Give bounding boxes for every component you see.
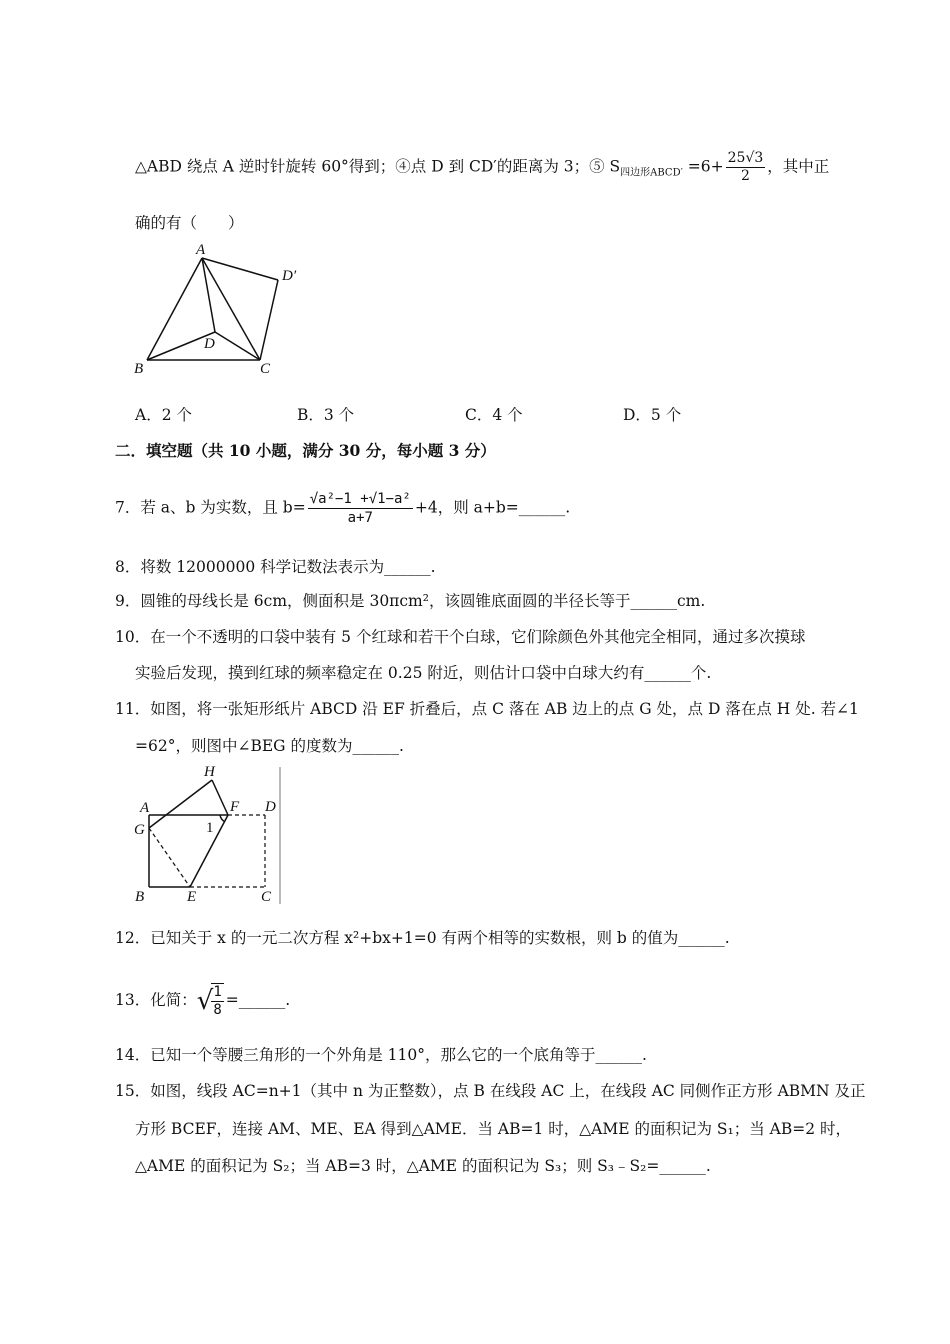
q6-line2: 确的有（ ） [135, 214, 244, 232]
q7-suffix: +4，则 a+b=______. [414, 498, 571, 517]
option-d: D．5 个 [623, 406, 682, 424]
label-D-prime: D′ [282, 268, 297, 284]
seg-D-prime-C [260, 280, 278, 360]
label-D: D [265, 799, 276, 815]
q7-frac-den: a+7 [347, 510, 373, 526]
label-B: B [134, 361, 144, 377]
label-A: A [140, 800, 150, 816]
section-2-title: 二．填空题（共 10 小题，满分 30 分，每小题 3 分） [115, 441, 496, 460]
q14: 14．已知一个等腰三角形的一个外角是 110°，那么它的一个底角等于______. [115, 1046, 647, 1064]
q12: 12．已知关于 x 的一元二次方程 x²+bx+1=0 有两个相等的实数根，则 b 的值为______. [115, 929, 730, 947]
label-C: C [261, 889, 272, 905]
q6-frac-num: 25√3 [727, 150, 764, 166]
q13-suffix: =______. [225, 991, 291, 1009]
q6-line1 [135, 150, 829, 185]
label-F: F [230, 799, 240, 815]
q15-line1: 15．如图，线段 AC=n+1（其中 n 为正整数），点 B 在线段 AC 上，在线段 AC 同侧作正方形 ABMN 及正 [115, 1082, 866, 1100]
q13-prefix: 13．化简： [115, 991, 197, 1009]
q10-line1: 10．在一个不透明的口袋中装有 5 个红球和若干个白球，它们除颜色外其他完全相同，通过多次摸球 [115, 628, 806, 646]
option-c: C．4 个 [465, 406, 523, 424]
edge-HF [212, 780, 228, 815]
q13 [115, 982, 290, 1019]
q13-frac-den: 8 [213, 1002, 222, 1018]
q13-frac-num: 1 [213, 984, 222, 1000]
label-B: B [135, 889, 145, 905]
q7-prefix: 7．若 a、b 为实数，且 b= [115, 498, 306, 517]
seg-AB [147, 258, 202, 360]
q6-figure [130, 240, 305, 380]
label-D: D [204, 336, 215, 352]
label-H: H [204, 764, 215, 780]
q7-fraction [308, 490, 413, 527]
label-angle-1: 1 [206, 820, 214, 836]
angle-1-arc [220, 815, 225, 822]
q6-subscript: 四边形ABCD′ [620, 167, 683, 179]
q6-line1-prefix: △ABD 绕点 A 逆时针旋转 60°得到；④点 D 到 CD′的距离为 3；⑤ S [135, 157, 621, 176]
label-C: C [260, 361, 271, 377]
q11-line1: 11．如图，将一张矩形纸片 ABCD 沿 EF 折叠后，点 C 落在 AB 边上的点 G 处，点 D 落在点 H 处. 若∠1 [115, 700, 859, 718]
q9: 9．圆锥的母线长是 6cm，侧面积是 30πcm²，该圆锥底面圆的半径长等于______cm. [115, 592, 706, 610]
label-E: E [187, 889, 197, 905]
q15-line3: △AME 的面积记为 S₂；当 AB=3 时，△AME 的面积记为 S₃；则 S₃﹣S₂=______. [135, 1157, 711, 1175]
q7 [115, 490, 570, 527]
q6-fraction [726, 150, 766, 185]
option-b: B．3 个 [297, 406, 355, 424]
q10-line2: 实验后发现，摸到红球的频率稳定在 0.25 附近，则估计口袋中白球大约有______个. [135, 664, 712, 682]
q6-frac-den: 2 [740, 168, 750, 184]
edge-GH [149, 780, 212, 828]
q13-fraction [211, 983, 223, 1019]
q15-line2: 方形 BCEF，连接 AM、ME、EA 得到△AME．当 AB=1 时，△AME 的面积记为 S₁；当 AB=2 时， [135, 1120, 852, 1138]
q11-line2: =62°，则图中∠BEG 的度数为______. [135, 737, 404, 755]
q8: 8．将数 12000000 科学记数法表示为______. [115, 558, 436, 576]
q11-figure [130, 762, 290, 907]
q6-eq: =6+ [682, 157, 724, 176]
seg-DC [215, 332, 260, 360]
seg-GE-dashed [149, 828, 190, 887]
option-a: A．2 个 [135, 406, 192, 424]
q6-line1-suffix: ，其中正 [767, 157, 830, 176]
q7-frac-num: √a²−1 +√1−a² [309, 491, 411, 507]
q13-radical: √ [196, 986, 214, 1016]
label-G: G [134, 822, 145, 838]
label-A: A [196, 242, 206, 258]
